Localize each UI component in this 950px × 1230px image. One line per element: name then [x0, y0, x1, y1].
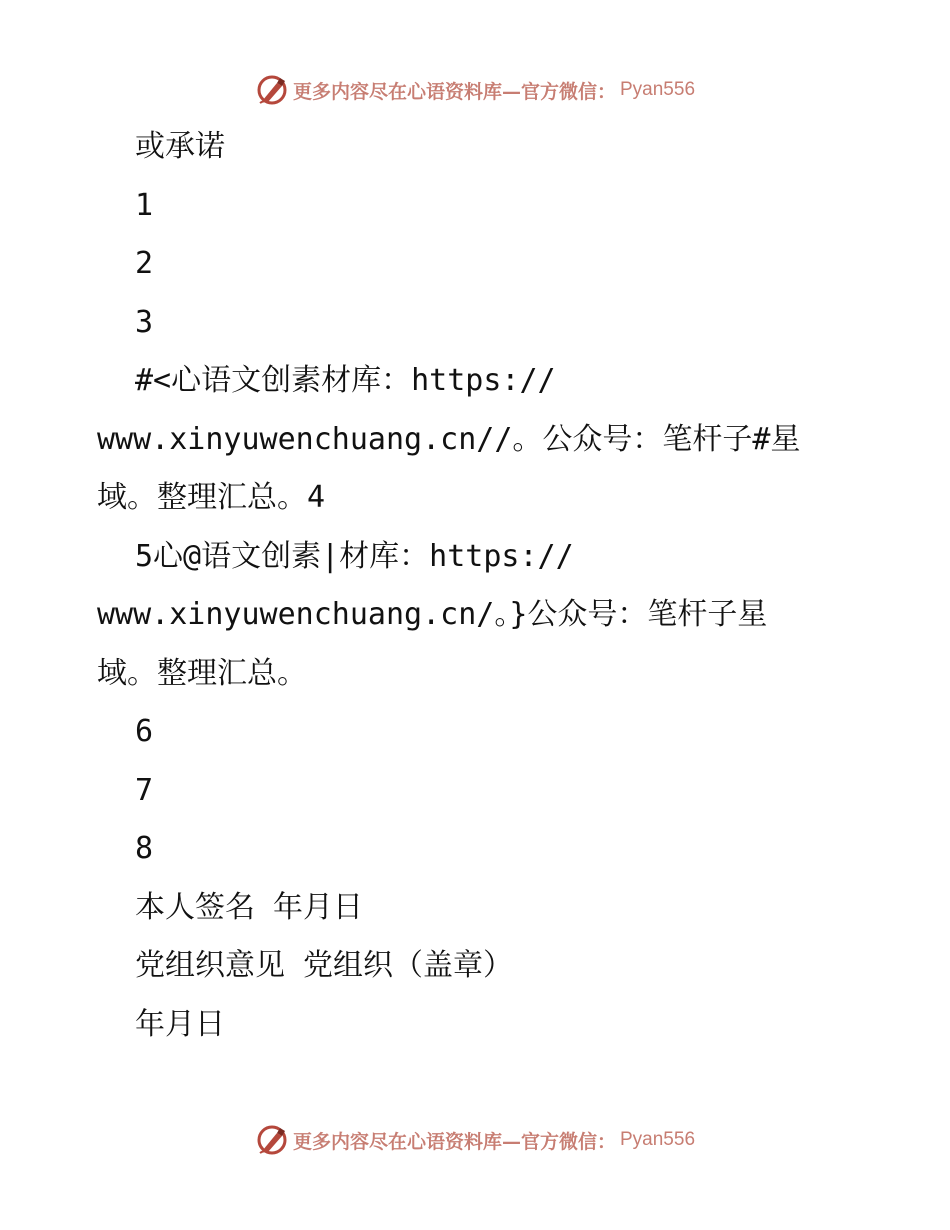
- footer-watermark-handle: Pyan556: [620, 1129, 696, 1150]
- text-line: 域。整理汇总。4: [97, 480, 326, 515]
- header-watermark-handle: Pyan556: [620, 79, 696, 100]
- text-line: 或承诺: [135, 129, 225, 164]
- footer-watermark-text: 更多内容尽在心语资料库—官方微信：: [292, 1130, 616, 1153]
- text-line: 3: [135, 304, 154, 340]
- document-body: [97, 118, 832, 1054]
- text-line: www.xinyuwenchuang.cn/。}公众号：笔杆子星: [97, 597, 768, 632]
- pen-logo-icon: [255, 73, 289, 107]
- text-line: 域。整理汇总。: [97, 655, 307, 691]
- pen-logo-icon: [255, 1123, 289, 1157]
- text-line: 1: [135, 187, 154, 223]
- text-line: 8: [135, 831, 154, 866]
- text-line: 6: [135, 714, 154, 749]
- header-watermark: [255, 73, 695, 107]
- header-watermark-text: 更多内容尽在心语资料库—官方微信：: [292, 80, 616, 103]
- date-line: 年月日: [135, 1006, 225, 1042]
- signature-date-line: 本人签名 年月日: [135, 889, 364, 925]
- party-opinion-line: 党组织意见 党组织（盖章）: [135, 948, 514, 983]
- header-watermark-banner: [0, 70, 950, 110]
- text-line: #<心语文创素材库：https://: [135, 363, 556, 398]
- text-line: 5心@语文创素|材库：https://: [135, 538, 574, 574]
- text-line: www.xinyuwenchuang.cn//。公众号：笔杆子#星: [97, 421, 801, 457]
- footer-watermark: [255, 1123, 695, 1157]
- text-line: 7: [135, 772, 154, 808]
- footer-watermark-banner: [0, 1120, 950, 1160]
- text-line: 2: [135, 246, 154, 281]
